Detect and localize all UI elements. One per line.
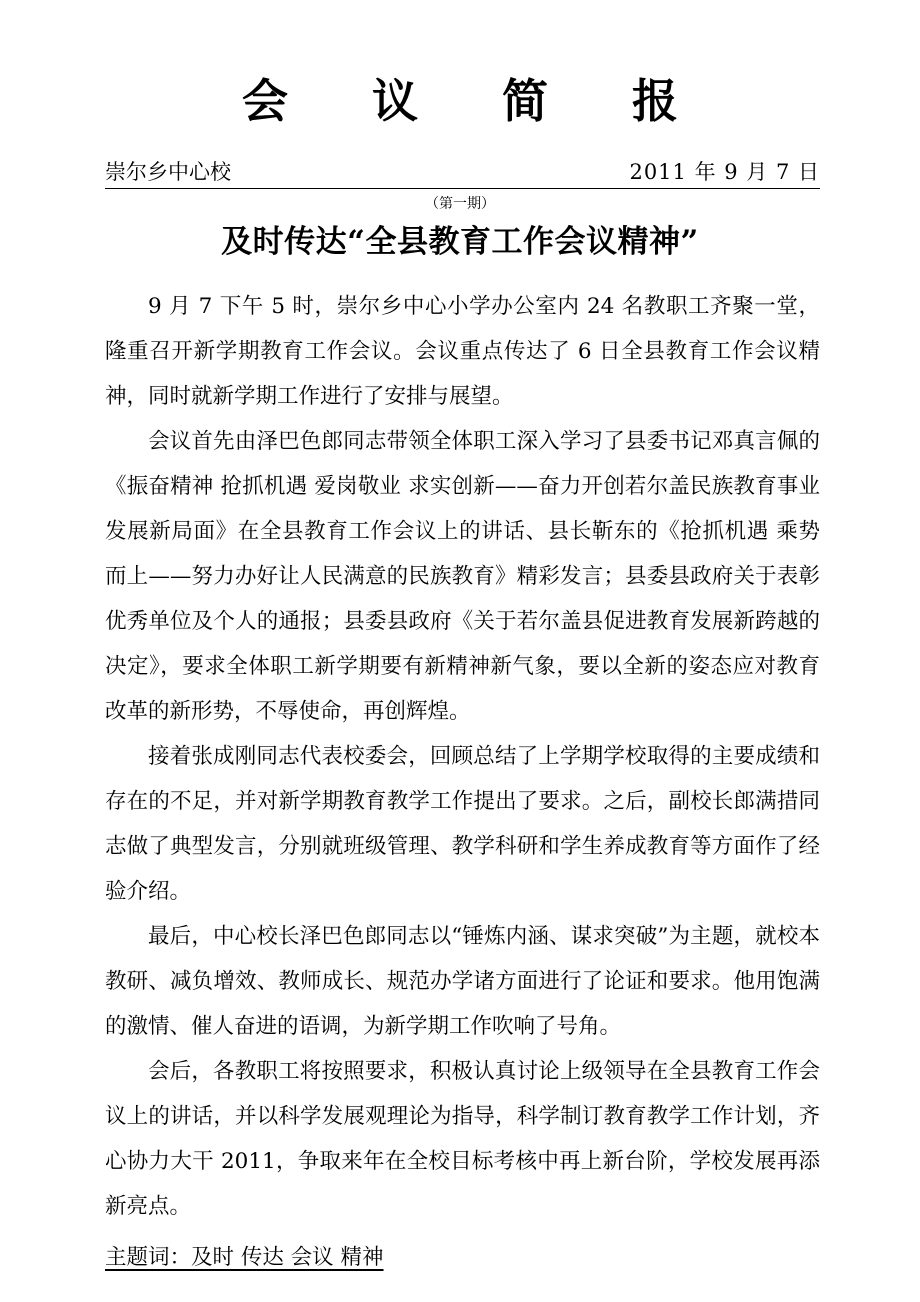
- body-paragraph: 会后，各教职工将按照要求，积极认真讨论上级领导在全县教育工作会议上的讲话，并以科学发展观理论为指导，科学制订教育教学工作计划，齐心协力大干 2011，争取来年在全校目标考核中再上新台阶，学校发展再添新亮点。: [105, 1058, 820, 1219]
- issue-number: （第一期）: [425, 196, 495, 213]
- body-paragraph: 最后，中心校长泽巴色郎同志以“锤炼内涵、谋求突破”为主题，就校本教研、减负增效、教师成长、规范办学诸方面进行了论证和要求。他用饱满的激情、催人奋进的语调，为新学期工作吹响了号角。: [105, 923, 820, 1039]
- body-paragraph: 接着张成刚同志代表校委会，回顾总结了上学期学校取得的主要成绩和存在的不足，并对新学期教育教学工作提出了要求。之后，副校长郎满措同志做了典型发言，分别就班级管理、教学科研和学生养成教育等方面作了经验介绍。: [105, 743, 820, 904]
- body-copy: [105, 284, 820, 1229]
- issuing-organization: 崇尔乡中心校: [105, 160, 231, 184]
- keywords-line: [105, 1235, 820, 1280]
- body-paragraph: 9 月 7 下午 5 时，崇尔乡中心小学办公室内 24 名教职工齐聚一堂，隆重召开新学期教育工作会议。会议重点传达了 6 日全县教育工作会议精神，同时就新学期工作进行了安排与展望。: [105, 293, 820, 409]
- issue-date: 2011 年 9 月 7 日: [629, 160, 820, 184]
- keywords-text: 主题词：及时 传达 会议 精神: [105, 1244, 384, 1270]
- headline-title: 及时传达“全县教育工作会议精神”: [221, 223, 699, 260]
- issue-header-row: [105, 160, 820, 189]
- masthead-title: 会 议 简 报: [241, 74, 713, 128]
- body-paragraph: 会议首先由泽巴色郎同志带领全体职工深入学习了县委书记邓真言佩的《振奋精神 抢抓机遇 爱岗敬业 求实创新——奋力开创若尔盖民族教育事业发展新局面》在全县教育工作会议上的讲话、县长靳东的《抢抓机遇 乘势而上——努力办好让人民满意的民族教育》精彩发言；县委县政府关于表彰优秀单位及个人的通报；县委县政府《关于若尔盖县促进教育发展新跨越的决定》，要求全体职工新学期要有新精神新气象，要以全新的姿态应对教育改革的新形势，不辱使命，再创辉煌。: [105, 428, 820, 724]
